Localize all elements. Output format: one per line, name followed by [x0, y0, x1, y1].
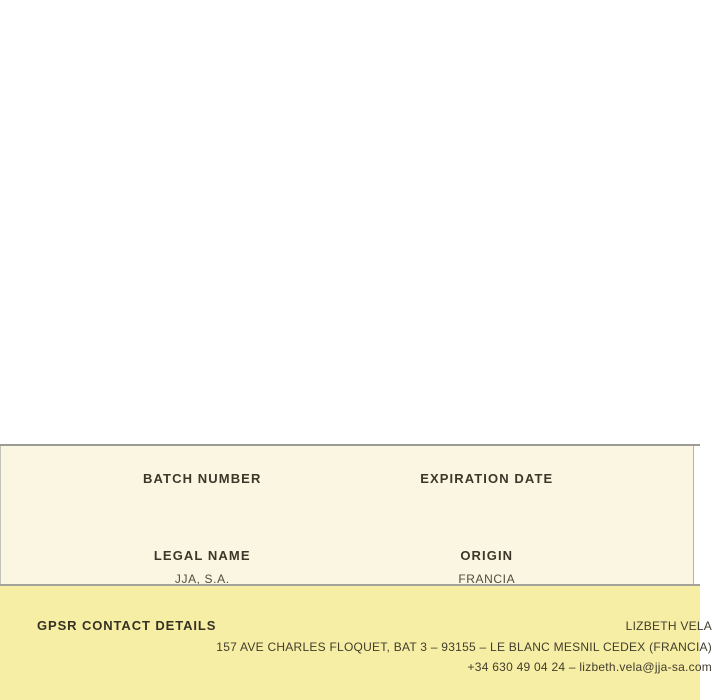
batch-info-panel — [0, 446, 694, 584]
origin-value: FRANCIA — [458, 572, 516, 586]
contact-name: LIZBETH VELA — [625, 619, 712, 633]
legal-name-label: LEGAL NAME — [153, 548, 251, 563]
contact-details — [216, 616, 712, 678]
gpsr-contact-title: GPSR CONTACT DETAILS — [37, 618, 217, 633]
origin-label: ORIGIN — [460, 548, 514, 563]
expiration-date-field — [345, 471, 630, 508]
contact-phone-email: +34 630 49 04 24 – lizbeth.vela@jja-sa.com — [467, 660, 712, 674]
batch-number-field — [60, 471, 345, 508]
legal-name-field — [60, 548, 345, 586]
contact-address: 157 AVE CHARLES FLOQUET, BAT 3 – 93155 – LE BLANC MESNIL CEDEX (FRANCIA) — [216, 639, 712, 654]
info-row — [60, 471, 629, 508]
expiration-date-label: EXPIRATION DATE — [420, 471, 554, 486]
batch-number-label: BATCH NUMBER — [143, 471, 262, 486]
gpsr-contact-bar — [0, 586, 712, 700]
origin-field — [345, 548, 630, 586]
info-row — [60, 548, 629, 586]
expiration-date-value — [345, 495, 630, 508]
batch-number-value — [60, 495, 345, 508]
legal-name-value: JJA, S.A. — [174, 572, 230, 586]
